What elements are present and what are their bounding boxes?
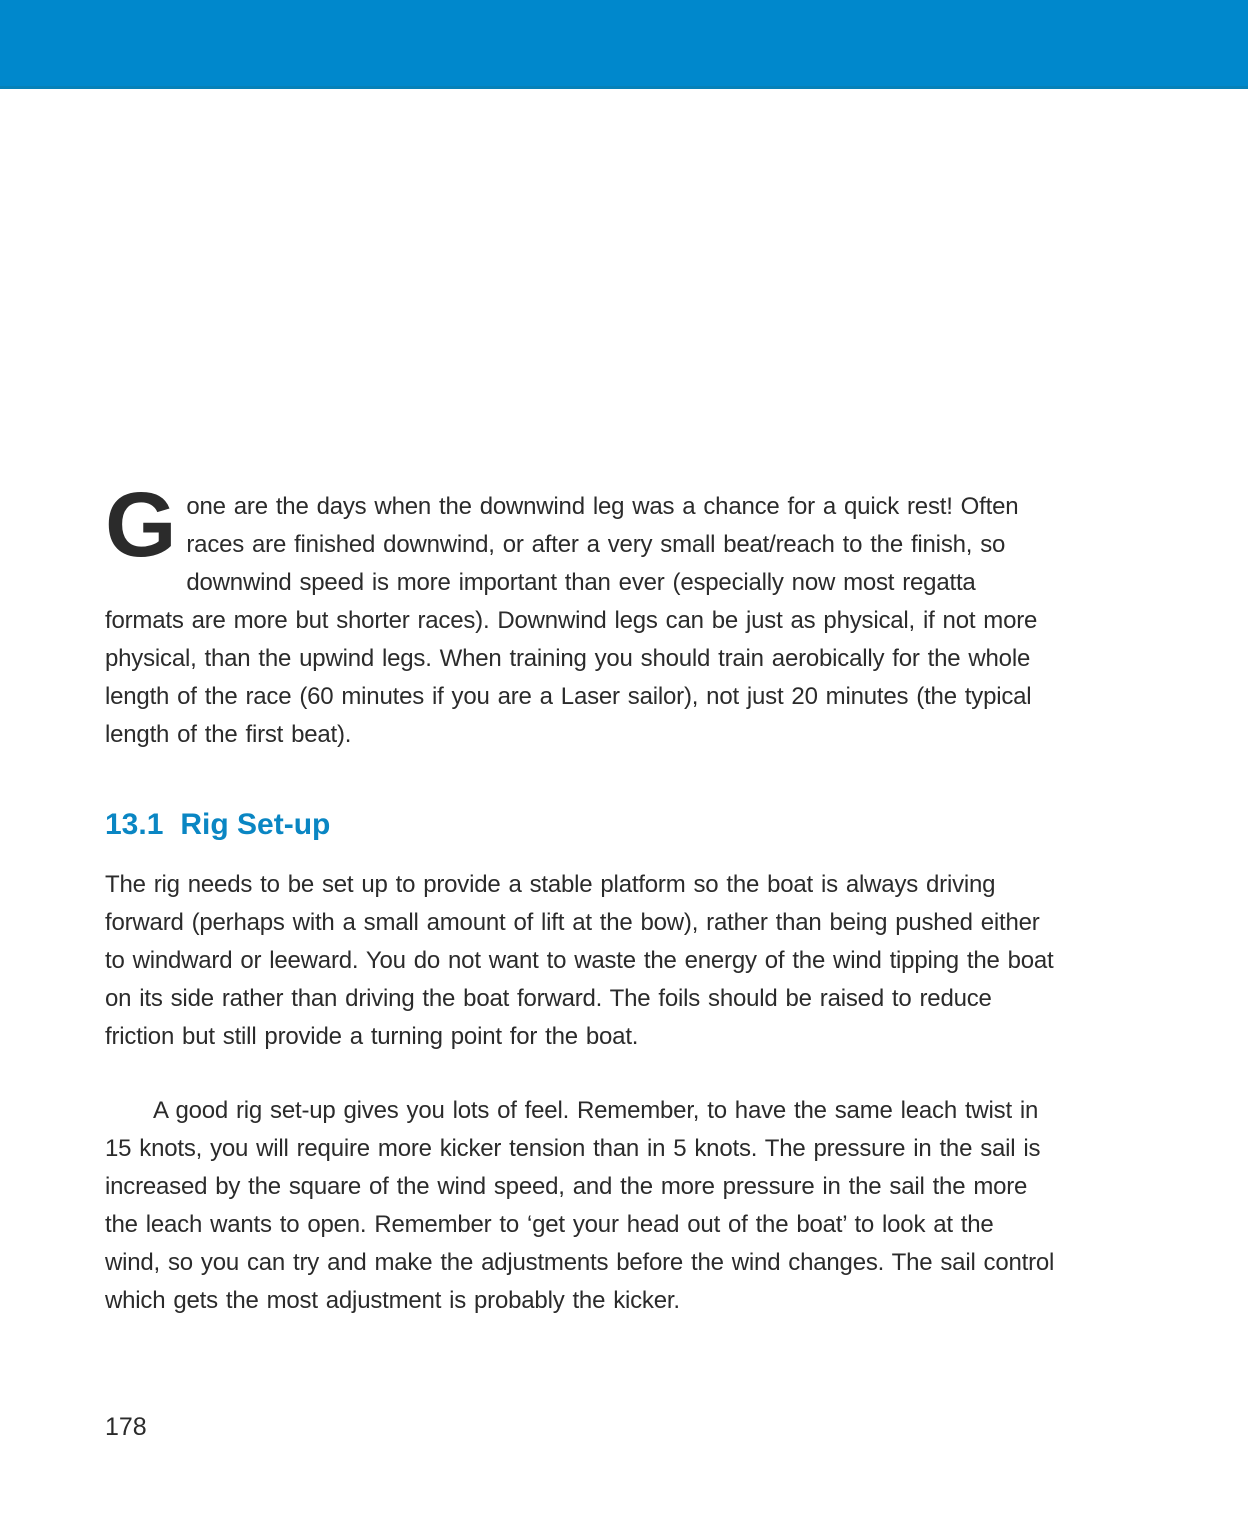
body-paragraph: The rig needs to be set up to provide a stable platform so the boat is always driving forward (perhaps with a small amount of lift at the bow), rather than being pushed either to windward or leeward. You do not want to waste the energy of the wind tipping the boat on its side rather than driving the boat forward. The foils should be raised to reduce friction but still provide a turning point for the boat. — [105, 871, 1054, 1050]
section-heading — [105, 808, 1055, 842]
page-number: 178 — [105, 1413, 147, 1441]
intro-paragraph — [105, 474, 1055, 808]
section-title: Rig Set-up — [180, 808, 331, 841]
drop-cap: G — [105, 474, 177, 576]
section-number: 13.1 — [105, 808, 164, 841]
page-content — [105, 474, 1055, 1320]
body-paragraph: A good rig set-up gives you lots of feel. Remember, to have the same leach twist in 15 knots, you will require more kicker tension than in 5 knots. The pressure in the sail is increased by the square of the wind speed, and the more pressure in the sail the more the leach wants to open. Remember to ‘get your head out of the boat’ to look at the wind, so you can try and make the adjustments before the wind changes. The sail control which gets the most adjustment is probably the kicker. — [105, 1097, 1055, 1314]
chapter-header-bar — [0, 0, 1248, 89]
intro-text: one are the days when the downwind leg was a chance for a quick rest! Often races are finished downwind, or after a very small beat/reach to the finish, so downwind speed is more important than ever (especially now most regatta formats are more but shorter races). Downwind legs can be just as physical, if not more physical, than the upwind legs. When training you should train aerobically for the whole length of the race (60 minutes if you are a Laser sailor), not just 20 minutes (the typical length of the first beat). — [105, 493, 1038, 748]
